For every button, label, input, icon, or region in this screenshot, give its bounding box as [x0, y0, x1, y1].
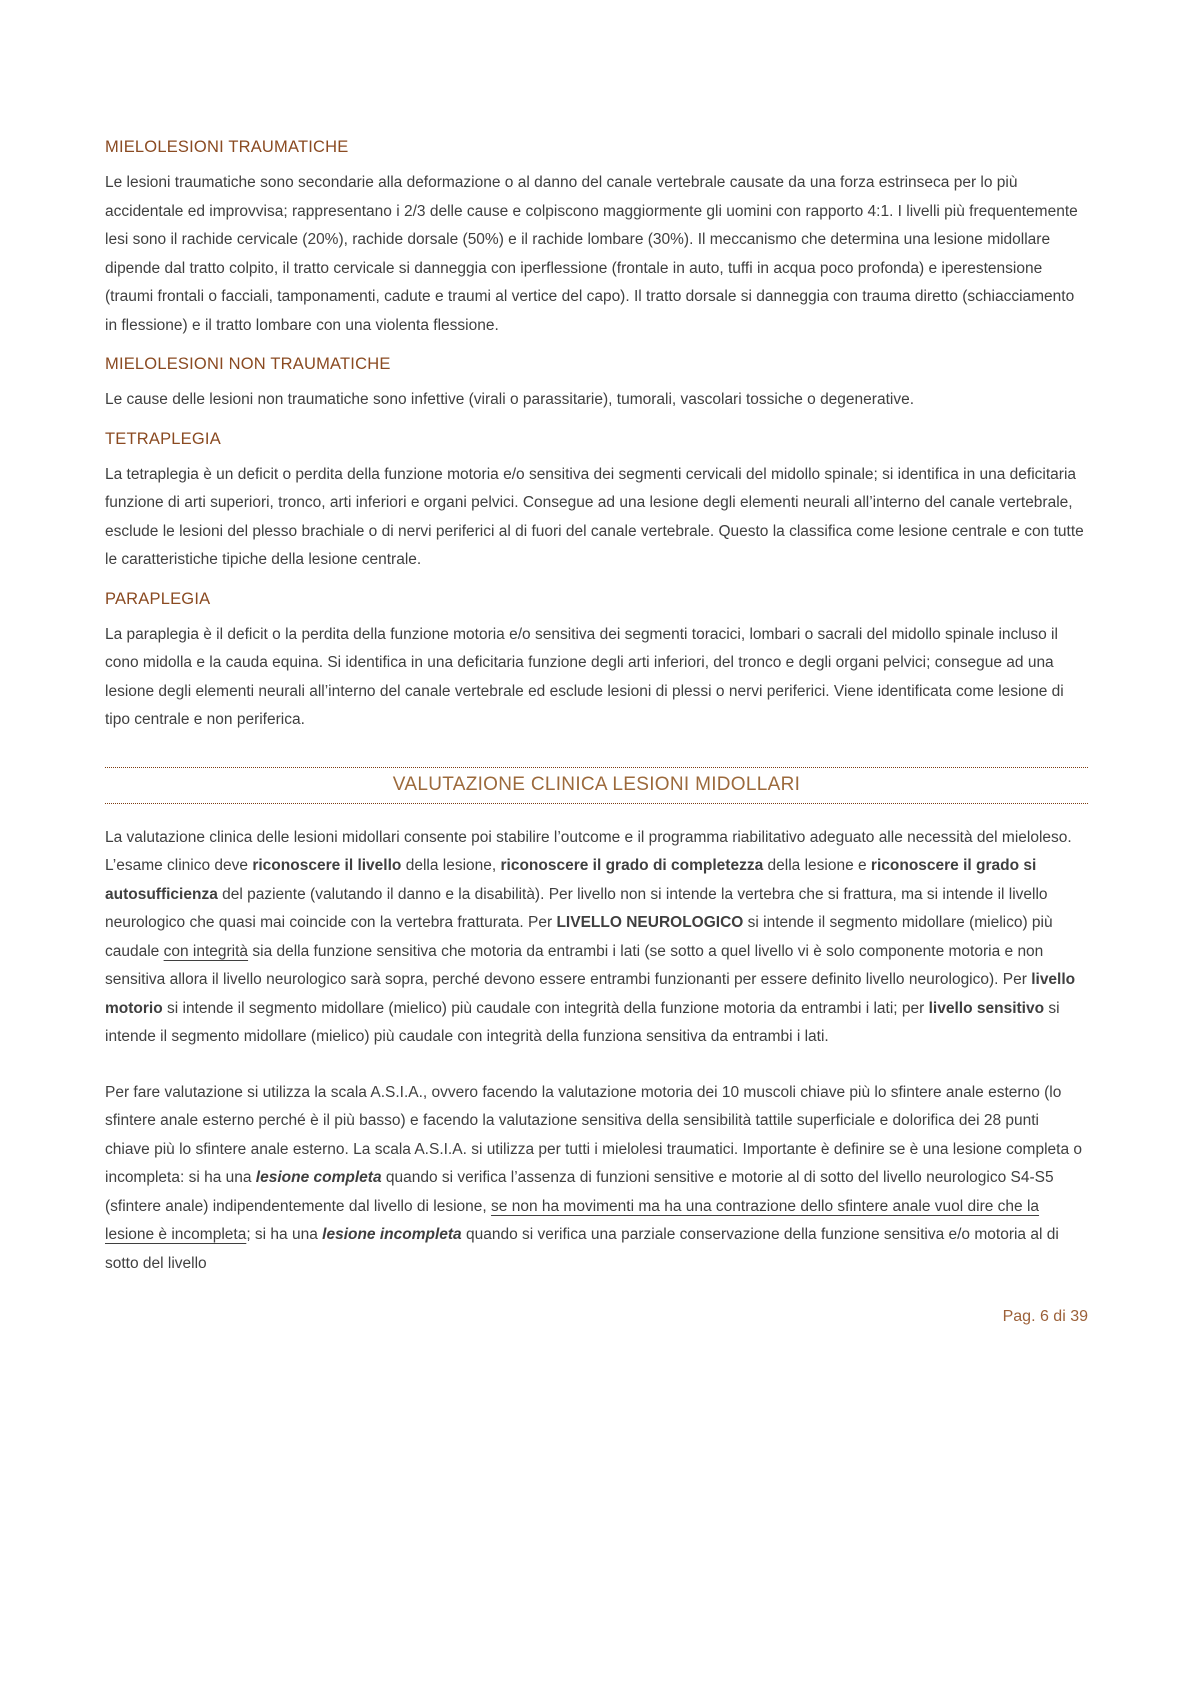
- text-run: La valutazione clinica delle lesioni midollari consente poi stabilire l’outcome e il programma riabilitativo adeguato alle necessità del mieloleso. L’esame clinico deve: [105, 828, 1072, 874]
- text-run: riconoscere il livello: [252, 857, 402, 874]
- text-run: con integrità: [163, 942, 249, 960]
- text-run: del paziente (valutando il danno e la disabilità). Per livello non si intende la vertebra che si frattura, ma si intende il livello neurologico che quasi mai coincide con la vertebra fratturata. Per: [105, 885, 1048, 931]
- text-run: sia della funzione sensitiva che motoria da entrambi i lati (se sotto a quel livello vi è solo componente motoria e non sensitiva allora il livello neurologico sarà sopra, perché devono essere entrambi funzionanti per essere definito livello neurologico). Per: [105, 942, 1044, 988]
- text-run: LIVELLO NEUROLOGICO: [556, 914, 744, 931]
- text-run: si intende il segmento midollare (mielico) più caudale: [105, 914, 1053, 960]
- heading-mielolesioni-traumatiche: MIELOLESIONI TRAUMATICHE: [105, 138, 349, 156]
- paragraph-tetraplegia: La tetraplegia è un deficit o perdita della funzione motoria e/o sensitiva dei segmenti cervicali del midollo spinale; si identifica in una deficitaria funzione di arti superiori, tronco, arti inferiori e organi pelvici. Consegue ad una lesione degli elementi neurali all’interno del canale vertebrale, esclude le lesioni del plesso brachiale o di nervi periferici al di fuori del canale vertebrale. Questo la classifica come lesione centrale e con tutte le caratteristiche tipiche della lesione centrale.: [105, 465, 1084, 568]
- text-run: livello motorio: [105, 971, 1076, 1017]
- footer-page-number: Pag. 6 di 39: [1002, 1308, 1088, 1325]
- text-run: della lesione e: [763, 857, 871, 874]
- heading-mielolesioni-non-traumatiche: MIELOLESIONI NON TRAUMATICHE: [105, 355, 391, 373]
- text-run: lesione completa: [255, 1169, 382, 1186]
- heading-paraplegia: PARAPLEGIA: [105, 589, 211, 608]
- text-run: riconoscere il grado di completezza: [500, 857, 764, 874]
- text-run: si intende il segmento midollare (mielico) più caudale con integrità della funziona sensitiva da entrambi i lati.: [105, 999, 1060, 1045]
- paragraph-lesioni-non-traumatiche: Le cause delle lesioni non traumatiche sono infettive (virali o parassitarie), tumorali, vascolari tossiche o degenerative.: [105, 391, 914, 408]
- text-run: se non ha movimenti ma ha una contrazione dello sfintere anale vuol dire che la lesione è incompleta: [105, 1197, 1040, 1243]
- paragraph-lesioni-traumatiche: Le lesioni traumatiche sono secondarie alla deformazione o al danno del canale vertebrale causate da una forza estrinseca per lo più accidentale ed improvvisa; rappresentano i 2/3 delle cause e colpiscono maggiormente gli uomini con rapporto 4:1. I livelli più frequentemente lesi sono il rachide cervicale (20%), rachide dorsale (50%) e il rachide lombare (30%). Il meccanismo che determina una lesione midollare dipende dal tratto colpito, il tratto cervicale si danneggia con iperflessione (frontale in auto, tuffi in acqua poco profonda) e iperestensione (traumi frontali o facciali, tamponamenti, cadute e traumi al vertice del capo). Il tratto dorsale si danneggia con trauma diretto (schiacciamento in flessione) e il tratto lombare con una violenta flessione.: [105, 174, 1078, 334]
- paragraph-paraplegia: La paraplegia è il deficit o la perdita della funzione motoria e/o sensitiva dei segmenti toracici, lombari o sacrali del midollo spinale incluso il cono midolla e la cauda equina. Si identifica in una deficitaria funzione degli arti inferiori, del tronco e degli organi pelvici; consegue ad una lesione degli elementi neurali all’interno del canale vertebrale ed esclude lesioni di plessi o nervi periferici. Viene identificata come lesione di tipo centrale e non periferica.: [105, 625, 1064, 728]
- text-run: si intende il segmento midollare (mielico) più caudale con integrità della funzione motoria da entrambi i lati; per: [162, 999, 929, 1017]
- text-run: quando si verifica una parziale conservazione della funzione sensitiva e/o motoria al di sotto del livello: [105, 1226, 1059, 1272]
- text-run: della lesione,: [401, 857, 501, 874]
- text-run: lesione incompleta: [322, 1226, 462, 1243]
- text-run: livello sensitivo: [928, 999, 1045, 1017]
- text-run: quando si verifica l’assenza di funzioni sensitive e motorie al di sotto del livello neurologico S4-S5 (sfintere anale) indipendentemente dal livello di lesione,: [105, 1169, 1054, 1215]
- banner-title-valutazione-clinica: VALUTAZIONE CLINICA LESIONI MIDOLLARI: [392, 773, 801, 795]
- section-banner: [105, 767, 1088, 804]
- heading-tetraplegia: TETRAPLEGIA: [105, 429, 221, 448]
- paragraph-scala-asia: [105, 1079, 1088, 1279]
- text-run: Per fare valutazione si utilizza la scala A.S.I.A., ovvero facendo la valutazione motoria dei 10 muscoli chiave più lo sfintere anale esterno (lo sfintere anale esterno perché è il più basso) e facendo la valutazione sensitiva della sensibilità tattile superficiale e dolorifica dei 28 punti chiave più lo sfintere anale esterno. La scala A.S.I.A. si utilizza per tutti i mielolesi traumatici. Importante è definire se è una lesione completa o incompleta: si ha una: [105, 1083, 1083, 1186]
- text-run: riconoscere il grado si autosufficienza: [105, 857, 1037, 903]
- paragraph-valutazione-clinica: [105, 824, 1088, 1052]
- text-run: ; si ha una: [246, 1226, 323, 1243]
